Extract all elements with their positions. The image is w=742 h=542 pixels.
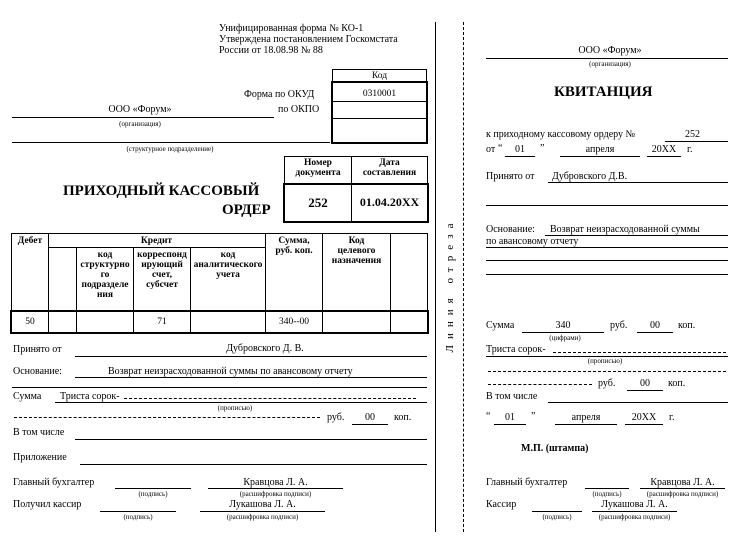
form-line-1: Унифицированная форма № КО-1 (219, 23, 364, 34)
receipt-cashier-name: Лукашова Л. А. (601, 499, 668, 510)
separator-solid (435, 22, 436, 532)
ledger-table-row (10, 310, 429, 334)
sum-label: Сумма (13, 391, 42, 402)
divider (75, 377, 427, 378)
divider (488, 384, 592, 385)
organization-caption: (организация) (119, 120, 161, 128)
receipt-sum-words: Триста сорок- (486, 344, 546, 355)
corr-account-header-l4: субсчет (146, 280, 178, 290)
form-line-2: Утверждена постановлением Госкомстата (219, 34, 398, 45)
doc-date-label-l1: Дата (379, 158, 400, 168)
receipt-chief-accountant-label: Главный бухгалтер (486, 477, 568, 488)
receipt-month: апреля (585, 144, 615, 155)
struct-code-header (77, 250, 133, 300)
divider (75, 356, 427, 357)
divider (332, 101, 427, 102)
receipt-chief-signature-line (585, 488, 629, 489)
code-label: Код (371, 71, 388, 81)
receipt-year-suffix-2: г. (669, 412, 675, 423)
receipt-basis-line2: по авансовому отчету (486, 236, 579, 247)
cashier-name: Лукашова Л. А. (229, 499, 296, 510)
receipt-received-value: Дубровского Д.В. (552, 171, 628, 182)
divider (637, 332, 673, 333)
divider (488, 371, 726, 372)
doc-number-value: 252 (308, 195, 328, 210)
receipt-quote-close: ” (540, 143, 545, 154)
receipt-order-number: 252 (685, 129, 700, 140)
doc-number-label (285, 158, 351, 178)
receipt-sign-caption-2: (подпись) (542, 513, 572, 521)
receipt-quote-open: “ (498, 143, 503, 154)
receipt-sum-digits: 340 (555, 320, 571, 331)
doc-number-label-l2: документа (295, 168, 341, 178)
receipt-kop-2: 00 (640, 378, 650, 389)
divider (352, 424, 388, 425)
divider (486, 205, 728, 206)
divider (200, 511, 325, 512)
struct-code-header-l3: го (100, 270, 110, 280)
cashier-signature-line (100, 511, 176, 512)
divider (486, 58, 728, 59)
receipt-stamp: М.П. (штампа) (521, 443, 589, 454)
receipt-year: 20XX (651, 144, 677, 155)
kredit-header: Кредит (140, 236, 173, 246)
divider (208, 488, 343, 489)
chief-accountant-label: Главный бухгалтер (13, 477, 95, 488)
doc-date-label (352, 158, 427, 178)
cut-line-label: Линия отреза (444, 217, 456, 353)
divider (486, 247, 728, 248)
sign-caption: (подпись) (123, 513, 153, 521)
analytic-code-header-l1: код (220, 250, 236, 260)
doc-number-label-l1: Номер (304, 158, 332, 168)
receipt-day-2: 01 (505, 412, 515, 423)
divider (75, 439, 427, 440)
divider (625, 424, 663, 425)
divider (12, 387, 427, 388)
receipt-sign-caption: (подпись) (592, 490, 622, 498)
row-sum: 340--00 (278, 317, 310, 327)
including-label: В том числе (13, 427, 65, 438)
struct-code-header-l2: структурно (80, 260, 130, 270)
divider (555, 424, 617, 425)
order-title-line2: ОРДЕР (222, 202, 271, 218)
divider (124, 398, 416, 399)
receipt-chief-accountant-name: Кравцова Л. А. (650, 477, 715, 488)
receipt-kop-label-2: коп. (668, 378, 686, 389)
receipt-decode-caption: (расшифровка подписи) (646, 490, 719, 498)
row-corr-account: 71 (157, 317, 167, 327)
struct-code-header-l1: код (97, 250, 113, 260)
decode-caption: (расшифровка подписи) (226, 513, 299, 521)
divider (665, 141, 728, 142)
sum-words: Триста сорок- (60, 391, 120, 402)
receipt-org-name: ООО «Форум» (578, 45, 642, 56)
order-title-line1: ПРИХОДНЫЙ КАССОВЫЙ (63, 183, 260, 199)
sum-header-l2: руб. коп. (275, 246, 313, 256)
divider (48, 233, 49, 333)
chief-accountant-name: Кравцова Л. А. (243, 477, 308, 488)
sign-caption: (подпись) (138, 490, 168, 498)
doc-date-label-l2: составления (362, 168, 417, 178)
receipt-title: КВИТАНЦИЯ (554, 84, 653, 100)
division-caption: (структурное подразделение) (126, 145, 214, 153)
divider (390, 233, 391, 333)
receipt-received-label: Принято от (486, 171, 535, 182)
purpose-code-header-l2: целевого (337, 246, 376, 256)
divider (647, 156, 681, 157)
divider (48, 247, 265, 248)
divider (640, 488, 725, 489)
struct-code-header-l5: ния (96, 290, 114, 300)
cashier-label: Получил кассир (13, 499, 82, 510)
divider (486, 274, 728, 275)
divider (14, 417, 320, 418)
receipt-rub-label-2: руб. (598, 378, 616, 389)
receipt-rub-label: руб. (610, 320, 628, 331)
form-line-3: России от 18.08.98 № 88 (219, 45, 323, 56)
receipt-basis-line1: Возврат неизрасходованной суммы (550, 224, 700, 235)
basis-value: Возврат неизрасходованной суммы по авансовому отчету (108, 366, 353, 377)
divider (12, 142, 330, 143)
received-from-value: Дубровского Д. В. (226, 343, 304, 354)
row-debet: 50 (25, 317, 35, 327)
basis-label: Основание: (13, 366, 62, 377)
corr-account-header (134, 250, 190, 290)
receipt-decode-caption-2: (расшифровка подписи) (598, 513, 671, 521)
receipt-including-label: В том числе (486, 391, 538, 402)
divider (548, 182, 728, 183)
receipt-kop-label: коп. (678, 320, 696, 331)
analytic-code-header-l3: учета (216, 270, 240, 280)
purpose-code-header-l3: назначения (331, 256, 382, 266)
purpose-code-header-l1: Код (348, 236, 365, 246)
receipt-month-2: апреля (571, 412, 601, 423)
separator-dashed (463, 22, 464, 532)
receipt-sum-label: Сумма (486, 320, 515, 331)
receipt-quote-close-2: ” (531, 411, 536, 422)
receipt-digits-caption: (цифрами) (549, 334, 581, 342)
divider (592, 511, 677, 512)
divider (548, 402, 728, 403)
receipt-kop: 00 (650, 320, 660, 331)
divider (486, 260, 728, 261)
receipt-cashier-label: Кассир (486, 499, 517, 510)
corr-account-header-l3: счет, (152, 270, 172, 280)
okud-label: Форма по ОКУД (244, 89, 315, 100)
sum-header-l1: Сумма, (278, 236, 310, 246)
kop-value: 00 (365, 412, 375, 423)
analytic-code-header (191, 250, 265, 280)
analytic-code-header-l2: аналитического (193, 260, 263, 270)
form-header (219, 23, 398, 56)
divider (12, 117, 274, 118)
receipt-year-2: 20XX (631, 412, 657, 423)
divider (55, 402, 427, 403)
rub-label: руб. (327, 412, 345, 423)
corr-account-header-l2: ирующий (141, 260, 183, 270)
divider (560, 156, 640, 157)
doc-date-value: 01.04.20XX (359, 195, 420, 209)
chief-accountant-signature-line (115, 488, 191, 489)
receipt-quote-open-2: “ (486, 411, 491, 422)
decode-caption: (расшифровка подписи) (239, 490, 312, 498)
divider (505, 156, 535, 157)
attachment-label: Приложение (13, 452, 67, 463)
receipt-day: 01 (515, 144, 525, 155)
divider (553, 352, 726, 353)
divider (80, 464, 427, 465)
purpose-code-header (323, 236, 390, 266)
receipt-cashier-signature-line (532, 511, 582, 512)
receipt-basis-label: Основание: (486, 224, 535, 235)
received-from-label: Принято от (13, 344, 62, 355)
divider (522, 332, 604, 333)
divider (332, 118, 427, 119)
receipt-year-suffix: г. (687, 144, 693, 155)
divider (494, 424, 526, 425)
corr-account-header-l1: корреспонд (137, 250, 187, 260)
receipt-from-label: от (486, 144, 496, 155)
divider (627, 390, 663, 391)
sum-words-caption: (прописью) (217, 404, 253, 412)
kop-label: коп. (394, 412, 412, 423)
struct-code-header-l4: подразделе (81, 280, 129, 290)
receipt-order-label: к приходному кассовому ордеру № (486, 129, 636, 140)
okpo-label: по ОКПО (278, 104, 320, 115)
debet-header: Дебет (17, 236, 43, 246)
receipt-words-caption: (прописью) (587, 357, 623, 365)
organization-name: ООО «Форум» (108, 104, 172, 115)
receipt-org-caption: (организация) (589, 60, 631, 68)
sum-header (266, 236, 322, 256)
okud-value: 0310001 (362, 89, 397, 99)
